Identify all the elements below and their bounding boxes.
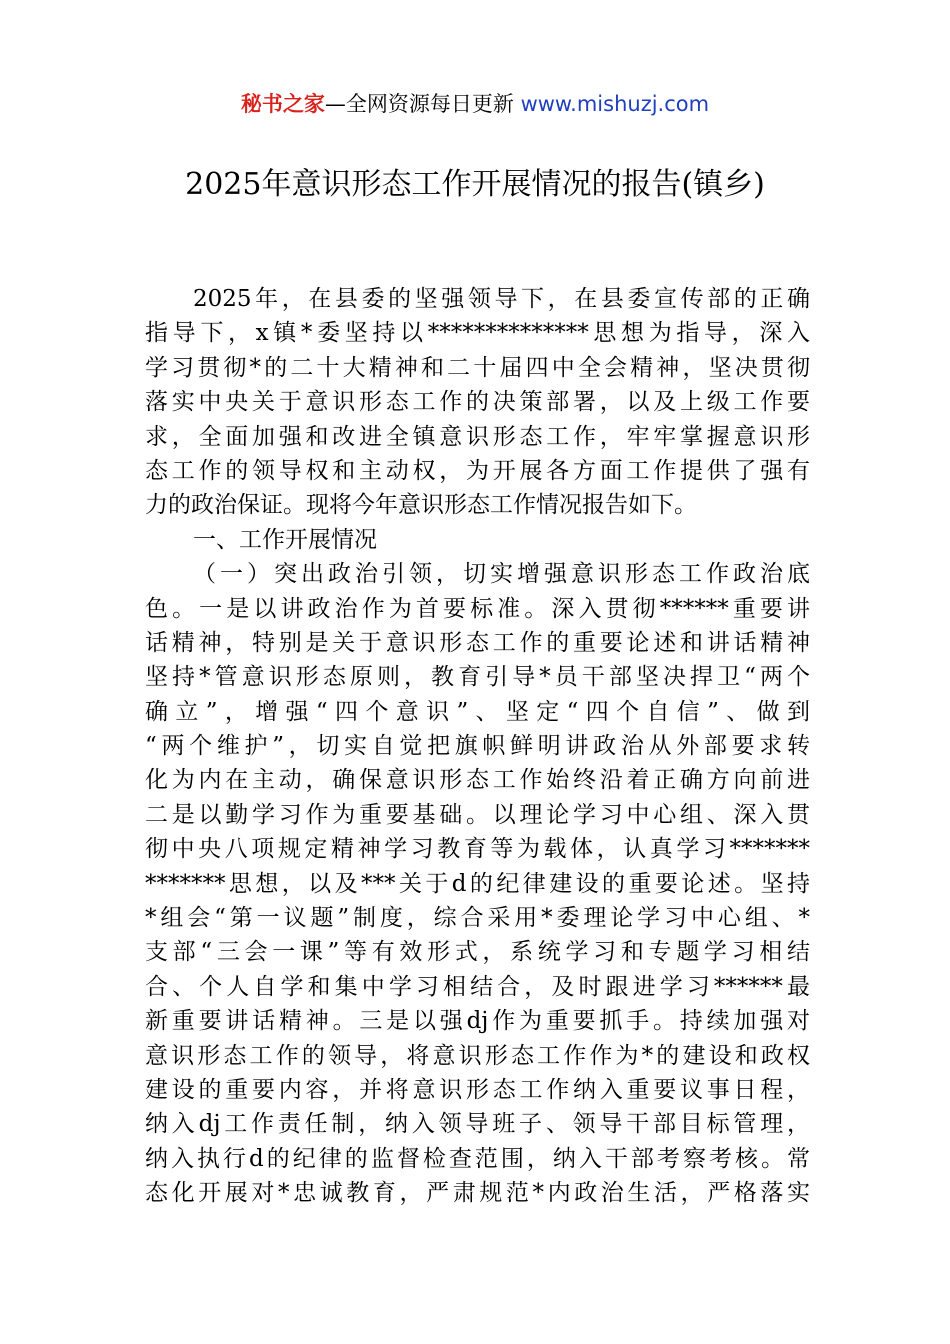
text-line: 支部“三会一课”等有效形式，系统学习和专题学习相结	[145, 939, 810, 966]
text-line: 纳入执行d的纪律的监督检查范围，纳入干部考察考核。常	[145, 1145, 810, 1172]
text-line: 力的政治保证。现将今年意识形态工作情况报告如下。	[145, 492, 697, 519]
text-line: 新重要讲话精神。三是以强dj作为重要抓手。持续加强对	[145, 1008, 810, 1035]
text-line: 建设的重要内容，并将意识形态工作纳入重要议事日程，	[145, 1076, 810, 1103]
text-line: 指导下，x镇*委坚持以**************思想为指导，深入	[145, 320, 810, 347]
text-line: 态化开展对*忠诚教育，严肃规范*内政治生活，严格落实	[145, 1180, 810, 1207]
header-tagline: —全网资源每日更新	[324, 92, 521, 116]
subsection-heading: （一）突出政治引领，切实增强意识形态工作政治底	[193, 561, 810, 588]
text-line: 2025年，在县委的坚强领导下，在县委宣传部的正确	[193, 286, 810, 312]
text-line: 态工作的领导权和主动权，为开展各方面工作提供了强有	[145, 457, 810, 484]
text-line: 化为内在主动，确保意识形态工作始终沿着正确方向前进	[145, 767, 810, 794]
text-line: 合、个人自学和集中学习相结合，及时跟进学习******最	[145, 973, 810, 1000]
text-line: “两个维护”，切实自觉把旗帜鲜明讲政治从外部要求转	[145, 733, 810, 760]
text-line: 求，全面加强和改进全镇意识形态工作，牢牢掌握意识形	[145, 423, 810, 450]
document-title: 2025年意识形态工作开展情况的报告(镇乡)	[185, 167, 765, 202]
section-heading: 一、工作开展情况	[193, 526, 377, 553]
text-line: 彻中央八项规定精神学习教育等为载体，认真学习*******	[145, 836, 810, 863]
text-line: 二是以勤学习作为重要基础。以理论学习中心组、深入贯	[145, 801, 810, 828]
text-line: 确立”，增强“四个意识”、坚定“四个自信”、做到	[145, 698, 810, 725]
text-line: *******思想，以及***关于d的纪律建设的重要论述。坚持	[145, 870, 810, 897]
text-line: 意识形态工作的领导，将意识形态工作作为*的建设和政权	[145, 1042, 810, 1069]
text-line: 坚持*管意识形态原则，教育引导*员干部坚决捍卫“两个	[145, 664, 810, 691]
document-body	[145, 282, 810, 1211]
text-line: 色。一是以讲政治作为首要标准。深入贯彻******重要讲	[145, 595, 810, 622]
brand-name: 秘书之家	[240, 92, 325, 116]
site-url-link[interactable]: www.mishuzj.com	[520, 92, 710, 116]
text-line: 话精神，特别是关于意识形态工作的重要论述和讲话精神	[145, 629, 810, 656]
text-line: 落实中央关于意识形态工作的决策部署，以及上级工作要	[145, 389, 810, 416]
site-header	[0, 88, 950, 120]
text-line: *组会“第一议题”制度，综合采用*委理论学习中心组、*	[145, 905, 810, 932]
text-line: 纳入dj工作责任制，纳入领导班子、领导干部目标管理，	[145, 1111, 810, 1138]
text-line: 学习贯彻*的二十大精神和二十届四中全会精神，坚决贯彻	[145, 354, 810, 381]
